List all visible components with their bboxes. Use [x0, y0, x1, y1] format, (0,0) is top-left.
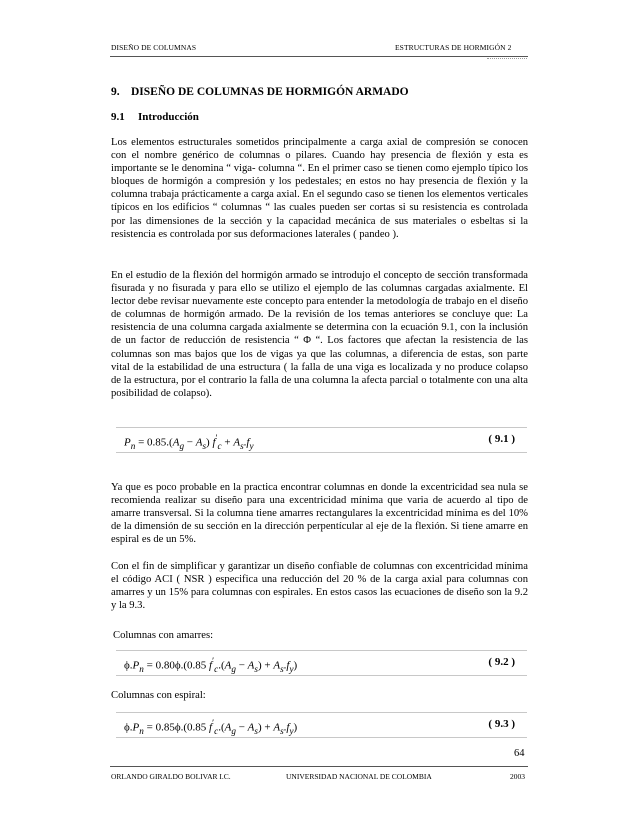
equation-9-3	[116, 712, 527, 738]
page-number: 64	[514, 748, 525, 759]
footer-rule	[110, 766, 528, 767]
paragraph-intro: Los elementos estructurales sometidos principalmente a carga axial de compresión se conocen con el nombre genérico de columnas o pilares. Cuando hay presencia de flexión y esta es importante se le denomina “ viga- columna “. En el primer caso se tienen como ejemplo típico los bloques de hormigón a compresión y los pedestales; en estos no hay presencia de flexión y la columna trabaja prácticamente a carga axial. En el segundo caso se tienen los elementos verticales típicos en los edificios “ columnas “ las cuales pueden ser cortas si su resistencia es controlada por las dimensiones de la sección y la capacidad mecánica de sus materiales o esbeltas si la resistencia es controlada por sus deformaciones laterales ( pandeo ).	[111, 137, 528, 240]
section-number: 9.	[111, 86, 120, 98]
footer-author: ORLANDO GIRALDO BOLIVAR I.C.	[111, 772, 231, 781]
paragraph-excentricidad: Ya que es poco probable en la practica encontrar columnas en donde la excentricidad sea nula se recomienda realizar su diseño para una excentricidad mínima que varia de acuerdo al tipo de amarre transversal. Si la columna tiene amarres rectangulares la excentricidad mínima es del 10% de la dimensión de su sección en la dirección perpentícular al eje de la flexión. Si tiene amarre en espiral es de un 5%.	[111, 482, 528, 546]
equation-9-2-number: ( 9.2 )	[488, 656, 515, 668]
footer-university: UNIVERSIDAD NACIONAL DE COLOMBIA	[286, 772, 432, 781]
label-columnas-amarres: Columnas con amarres:	[113, 630, 214, 641]
subsection-title: Introducción	[138, 111, 199, 123]
footer-year: 2003	[510, 772, 525, 781]
subsection-number: 9.1	[111, 111, 125, 123]
equation-9-2	[116, 650, 527, 676]
equation-9-1-number: ( 9.1 )	[488, 433, 515, 445]
running-header-right: ESTRUCTURAS DE HORMIGÓN 2	[395, 43, 512, 52]
equation-9-1	[116, 427, 527, 453]
section-title: DISEÑO DE COLUMNAS DE HORMIGÓN ARMADO	[131, 86, 409, 98]
equation-9-1-formula: $P_n = 0.85.(A_g - A_s) f'_c + A_s.f_y$	[124, 433, 254, 451]
section-heading	[111, 86, 409, 98]
running-header-left: DISEÑO DE COLUMNAS	[111, 43, 197, 52]
label-columnas-espiral: Columnas con espiral:	[111, 690, 206, 701]
subsection-heading	[111, 111, 199, 123]
paragraph-flexion: En el estudio de la flexión del hormigón armado se introdujo el concepto de sección transformada fisurada y no fisurada y para ello se utilizo el ejemplo de las columnas cargadas axialmente. El lector debe revisar nuevamente este concepto para entender la metodología de trabajo en el diseño de columnas de hormigón armado. De la revisión de los temas anteriores se concluye que: La resistencia de una columna cargada axialmente se determina con la ecuación 9.1, con la inclusión de un factor de reducción de resistencia “ Φ “. Los factores que afectan la resistencia de las columnas son mas bajos que los de vigas ya que las columnas, a diferencia de estas, son parte vital de la estabilidad de una estructura ( la falla de una viga es localizada y no produce colapso de la estructura, por el contrario la falla de una columna la afecta parcial o totalmente con una alta posibilidad de colapso).	[111, 270, 528, 399]
equation-9-3-formula: $\phi.P_n = 0.85\phi.(0.85$ $f'_c.(A_g - A_s) + A_s.f_y$)	[124, 718, 298, 736]
equation-9-2-formula: $\phi.P_n = 0.80\phi.(0.85$ $f'_c.(A_g - A_s) + A_s.f_y$)	[124, 656, 298, 674]
equation-9-3-number: ( 9.3 )	[488, 718, 515, 730]
header-rule	[110, 56, 528, 57]
header-dotted-mark	[487, 58, 527, 59]
paragraph-simplificar: Con el fin de simplificar y garantizar un diseño confiable de columnas con excentricidad mínima el código ACI ( NSR ) especifica una reducción del 20 % de la carga axial para columnas con amarres y un 15% para columnas con espirales. En estos casos las ecuaciones de diseño son la 9.2 y la 9.3.	[111, 561, 528, 612]
